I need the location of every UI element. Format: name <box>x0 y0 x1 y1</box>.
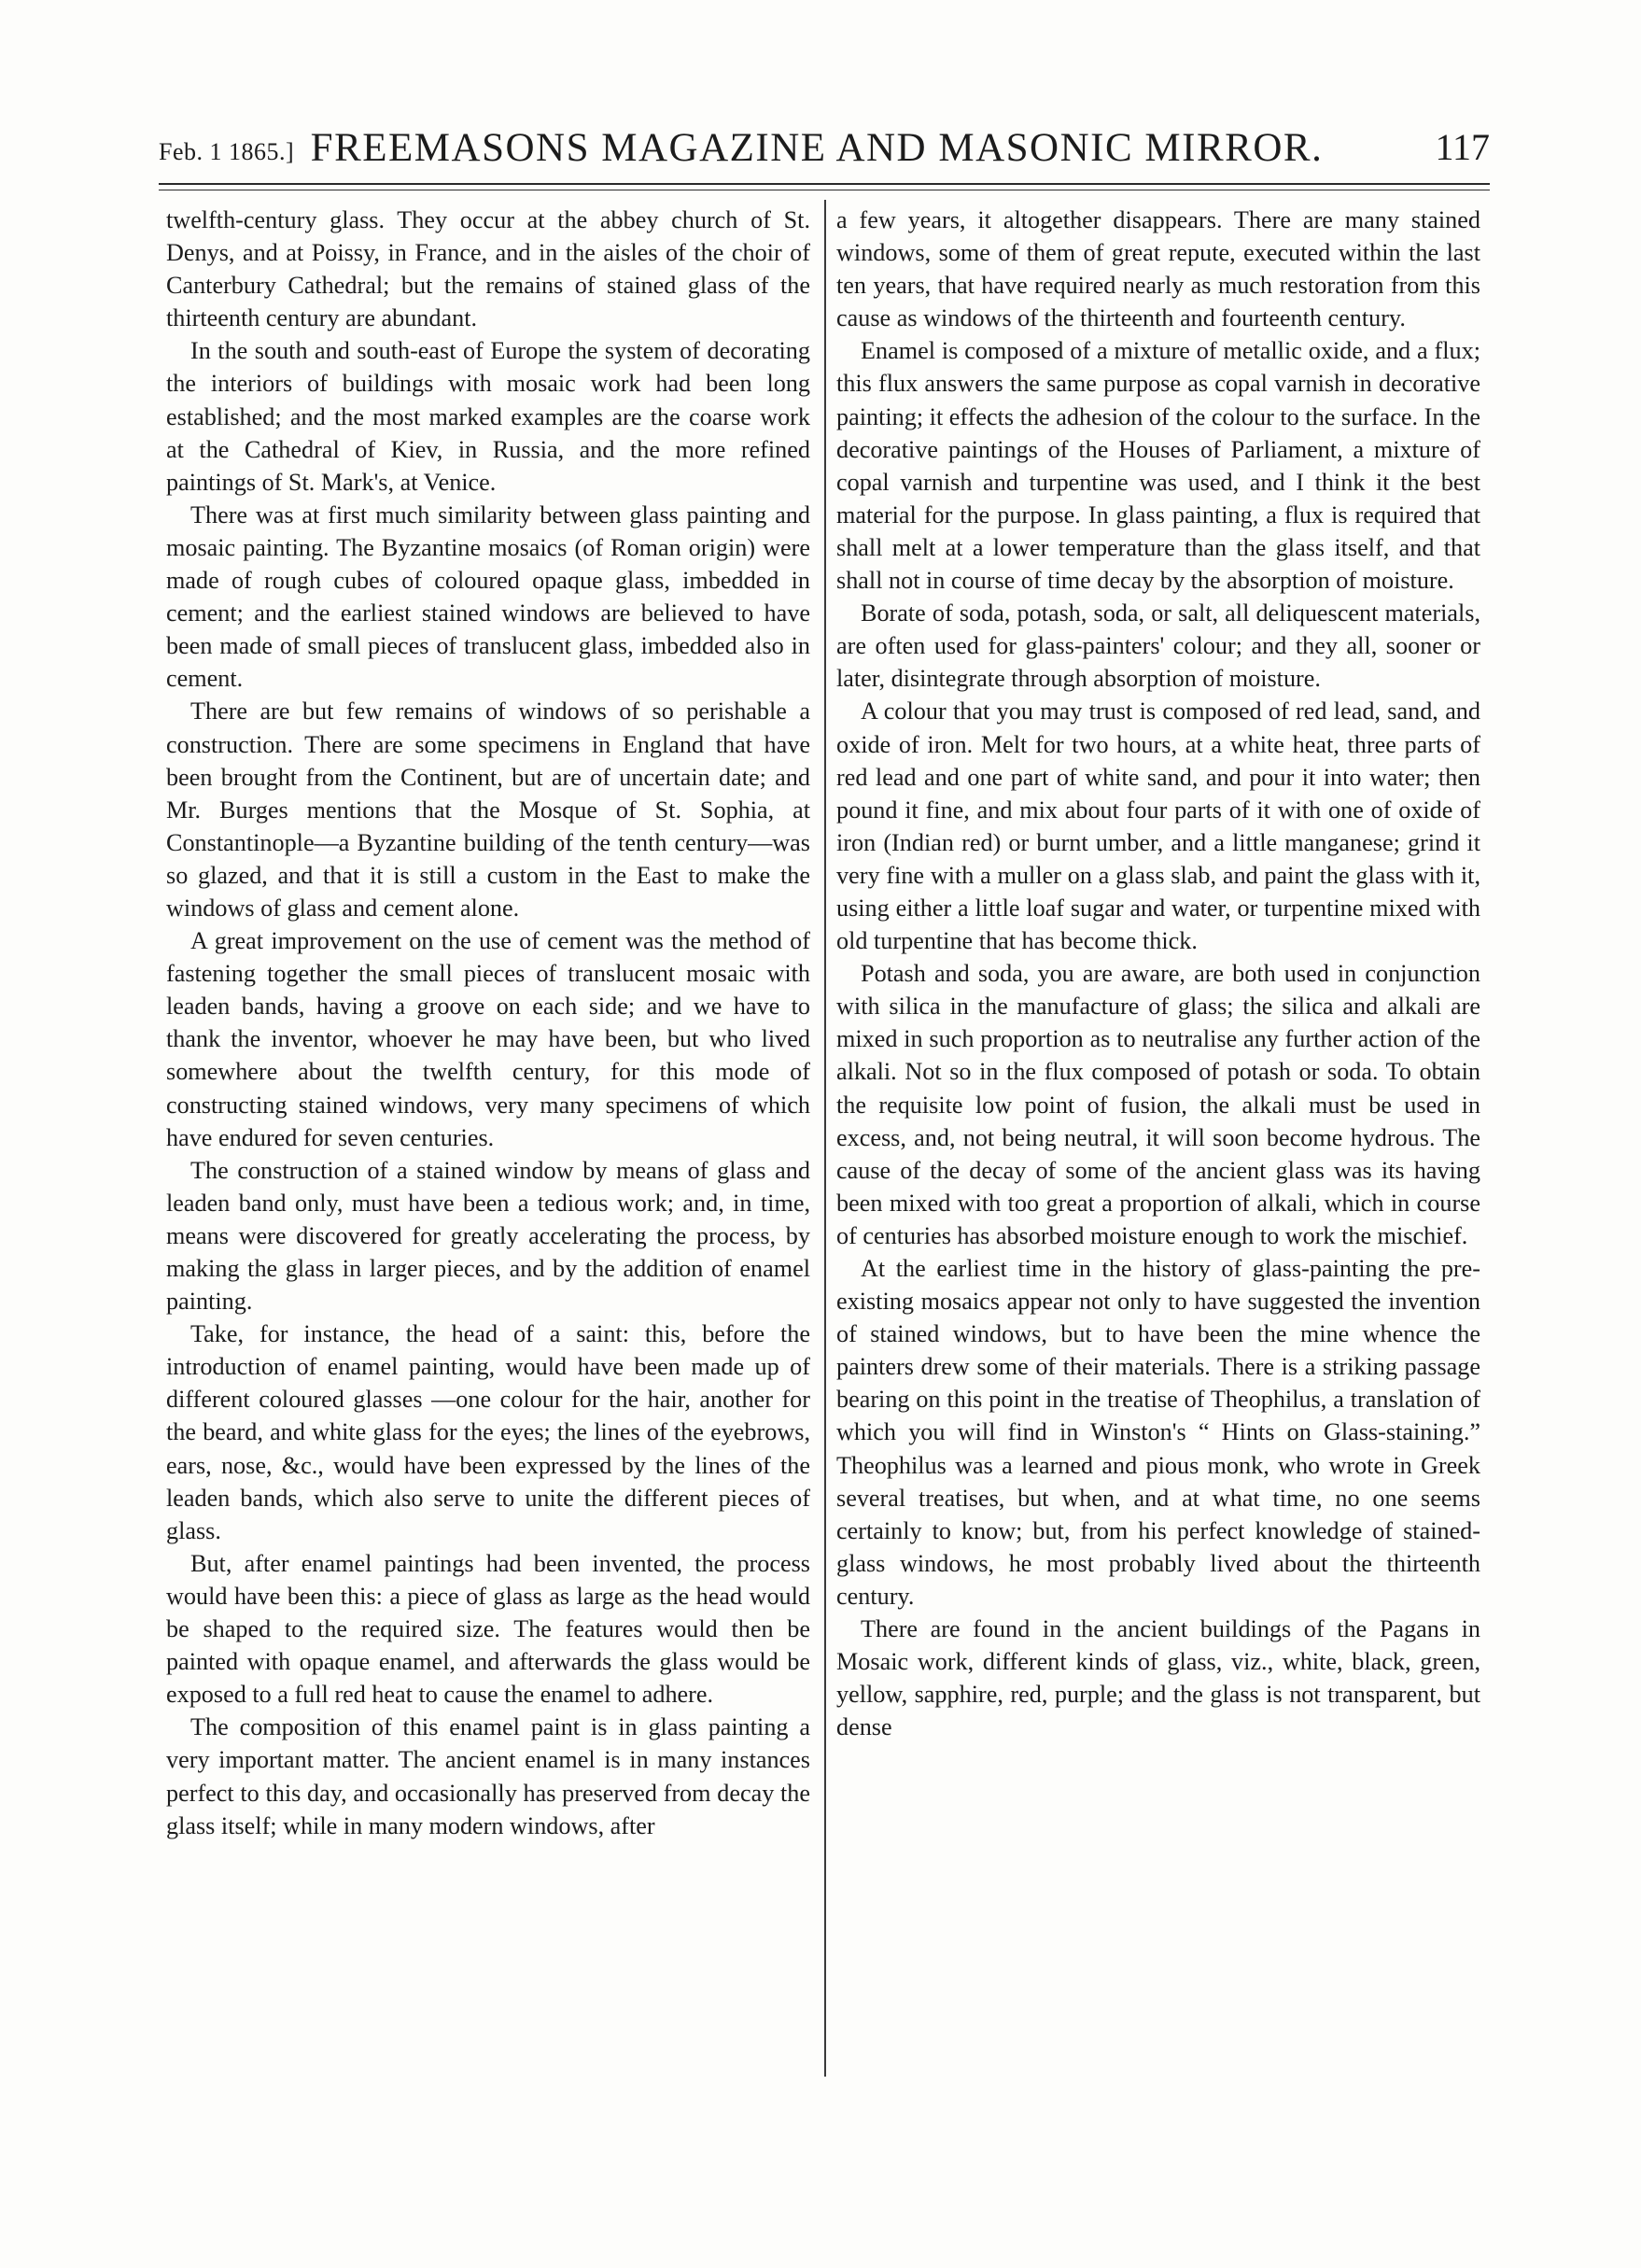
page-number: 117 <box>1435 126 1490 168</box>
paragraph: a few years, it altogether disappears. There are many stained windows, some of them of great repute, executed within the last ten years, that have required nearly as much restoration from this cause as windows of the thirteenth and fourteenth century. <box>836 206 1480 332</box>
paragraph: twelfth-century glass. They occur at the abbey church of St. Denys, and at Poissy, in France, and in the aisles of the choir of Canterbury Cathedral; but the remains of stained glass of the thirteenth century are abundant. <box>166 206 810 332</box>
page-header <box>159 120 1490 176</box>
paragraph: The composition of this enamel paint is in glass painting a very important matter. The ancient enamel is in many instances perfect to this day, and occasionally has preserved from decay the glass itself; while in many modern windows, after <box>166 1713 810 1839</box>
paragraph: The construction of a stained window by means of glass and leaden band only, must have been a tedious work; and, in time, means were discovered for greatly accelerating the process, by making the glass in larger pieces, and by the addition of enamel painting. <box>166 1156 810 1316</box>
paragraph: At the earliest time in the history of glass-painting the pre-existing mosaics appear not only to have suggested the invention of stained windows, but to have been the mine whence the painters drew some of their materials. There is a striking passage bearing on this point in the treatise of Theophilus, a translation of which you will find in Winston's “ Hints on Glass-staining.” Theophilus was a learned and pious monk, who wrote in Greek several treatises, but when, and at what time, no one seems certainly to know; but, from his perfect knowledge of stained-glass windows, he most probably lived about the thirteenth century. <box>836 1255 1480 1610</box>
header-rule-thick <box>159 183 1490 185</box>
paragraph: But, after enamel paintings had been invented, the process would have been this: a piece of glass as large as the head would be shaped to the required size. The features would then be painted with opaque enamel, and afterwards the glass would be exposed to a full red heat to cause the enamel to adhere. <box>166 1549 810 1709</box>
publication-title: FREEMASONS MAGAZINE AND MASONIC MIRROR. <box>310 126 1324 170</box>
paragraph: In the south and south-east of Europe the system of decorating the interiors of buildings with mosaic work had been long established; and the most marked examples are the coarse work at the Cathedral of Kiev, in Russia, and the more refined paintings of St. Mark's, at Venice. <box>166 337 810 496</box>
paragraph: Potash and soda, you are aware, are both used in conjunction with silica in the manufacture of glass; the silica and alkali are mixed in such proportion as to neutralise any further action of the alkali. Not so in the flux composed of potash or soda. To obtain the requisite low point of fusion, the alkali must be used in excess, and, not being neutral, it will soon become hydrous. The cause of the decay of some of the ancient glass was its having been mixed with too great a proportion of alkali, which in course of centuries has absorbed moisture enough to work the mischief. <box>836 960 1480 1249</box>
paragraph: There are but few remains of windows of so perishable a construction. There are some specimens in England that have been brought from the Continent, but are of uncertain date; and Mr. Burges mentions that the Mosque of St. Sophia, at Constantinople—a Byzantine building of the tenth century—was so glazed, and that it is still a custom in the East to make the windows of glass and cement alone. <box>166 697 810 922</box>
paragraph: A great improvement on the use of cement was the method of fastening together the small pieces of translucent mosaic with leaden bands, having a groove on each side; and we have to thank the inventor, whoever he may have been, but who lived somewhere about the twelfth century, for this mode of constructing stained windows, very many specimens of which have endured for seven centuries. <box>166 927 810 1151</box>
left-column <box>166 204 810 2080</box>
right-column <box>836 204 1480 2080</box>
paragraph: Take, for instance, the head of a saint: this, before the introduction of enamel painting, would have been made up of different coloured glasses —one colour for the hair, another for the beard, and white glass for the eyes; the lines of the eyebrows, ears, nose, &c., would have been expressed by the lines of the leaden bands, which also serve to unite the different pieces of glass. <box>166 1320 810 1544</box>
column-divider <box>824 200 826 2077</box>
issue-date: Feb. 1 1865.] <box>159 138 295 165</box>
paragraph: Enamel is composed of a mixture of metallic oxide, and a flux; this flux answers the same purpose as copal varnish in decorative painting; it effects the adhesion of the colour to the surface. In the decorative paintings of the Houses of Parliament, a mixture of copal varnish and turpentine was used, and I think it the best material for the purpose. In glass painting, a flux is required that shall melt at a lower temperature than the glass itself, and that shall not in course of time decay by the absorption of moisture. <box>836 337 1480 595</box>
paragraph: There was at first much similarity between glass painting and mosaic painting. The Byzantine mosaics (of Roman origin) were made of rough cubes of coloured opaque glass, imbedded in cement; and the earliest stained windows are believed to have been made of small pieces of translucent glass, imbedded also in cement. <box>166 500 810 693</box>
paragraph: There are found in the ancient buildings of the Pagans in Mosaic work, different kinds of glass, viz., white, black, green, yellow, sapphire, red, purple; and the glass is not transparent, but dense <box>836 1615 1480 1741</box>
paragraph: A colour that you may trust is composed of red lead, sand, and oxide of iron. Melt for two hours, at a white heat, three parts of red lead and one part of white sand, and pour it into water; then pound it fine, and mix about four parts of it with one of oxide of iron (Indian red) or burnt umber, and a little manganese; grind it very fine with a muller on a glass slab, and paint the glass with it, using either a little loaf sugar and water, or turpentine mixed with old turpentine that has become thick. <box>836 697 1480 955</box>
paragraph: Borate of soda, potash, soda, or salt, all deliquescent materials, are often used for glass-painters' colour; and they all, sooner or later, disintegrate through absorption of moisture. <box>836 599 1480 693</box>
